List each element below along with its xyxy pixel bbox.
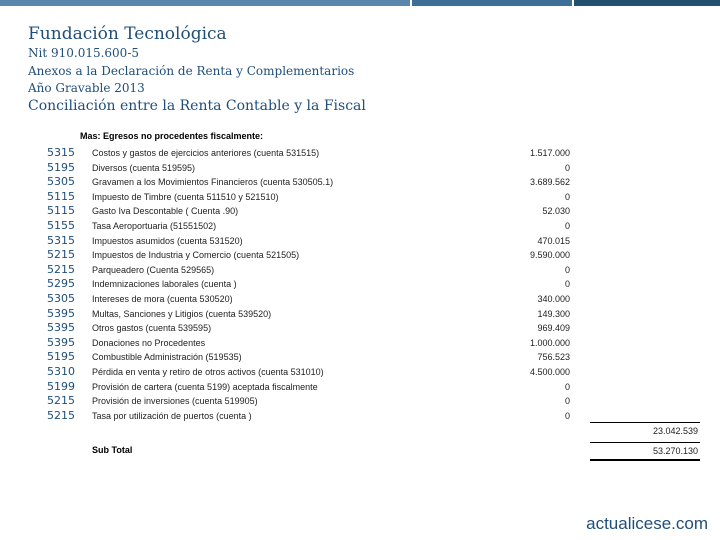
expense-amount: 0: [564, 396, 570, 407]
expense-amount: 0: [564, 162, 570, 173]
table-row: [0, 292, 720, 306]
expense-amount: 0: [564, 279, 570, 290]
total-rule-top: [590, 422, 700, 423]
table-row: [0, 204, 720, 218]
expense-description: Intereses de mora (cuenta 530520): [92, 294, 233, 304]
expense-amount: 0: [564, 191, 570, 202]
expense-description: Pérdida en venta y retiro de otros activos (cuenta 531010): [92, 367, 324, 377]
expense-amount: 0: [564, 221, 570, 231]
expense-amount: 149.300: [537, 308, 570, 319]
table-row: [0, 394, 720, 408]
account-code: 5395: [47, 321, 75, 335]
expense-amount: 0: [564, 410, 570, 421]
expense-amount: 1.000.000: [529, 337, 570, 348]
subtotal-label: Sub Total: [92, 445, 133, 455]
account-code: 5305: [47, 292, 75, 305]
account-code: 5195: [47, 160, 75, 174]
anexos-subtitle: Anexos a la Declaración de Renta y Complementarios: [28, 64, 355, 78]
top-bar-segment-1: [0, 0, 410, 6]
table-row: [0, 307, 720, 321]
top-bar-segment-3: [574, 0, 720, 6]
expense-description: Provisión de inversiones (cuenta 519905): [92, 396, 258, 407]
account-code: 5315: [47, 233, 75, 247]
table-row: [0, 277, 720, 291]
expense-description: Gravamen a los Movimientos Financieros (cuenta 530505.1): [92, 177, 334, 188]
table-row: [0, 409, 720, 423]
expense-description: Tasa por utilización de puertos (cuenta ): [92, 410, 252, 421]
nit-number: Nit 910.015.600-5: [28, 46, 140, 60]
account-code: 5115: [47, 189, 75, 203]
expense-amount: 4.500.000: [529, 367, 570, 377]
account-code: 5115: [47, 204, 75, 218]
conciliation-heading: Conciliación entre la Renta Contable y la Fiscal: [28, 98, 366, 114]
account-code: 5195: [47, 350, 75, 364]
subtotal-rule-top: [590, 442, 700, 443]
expense-description: Otros gastos (cuenta 539595): [92, 323, 212, 334]
table-row: [0, 336, 720, 350]
account-code: 5215: [47, 262, 75, 276]
brand-watermark: actualicese.com: [586, 514, 708, 533]
account-code: 5305: [47, 175, 75, 189]
expense-amount: 340.000: [537, 294, 570, 304]
expense-description: Impuestos de Industria y Comercio (cuenta 521505): [92, 250, 300, 261]
expense-amount: 9.590.000: [529, 250, 570, 261]
table-row: [0, 263, 720, 277]
expense-amount: 969.409: [537, 323, 570, 334]
expense-description: Parqueadero (Cuenta 529565): [92, 264, 215, 275]
subtotal-value: 53.270.130: [652, 446, 698, 456]
table-row: [0, 321, 720, 335]
expense-description: Indemnizaciones laborales (cuenta ): [92, 279, 237, 290]
expense-amount: 0: [564, 264, 570, 275]
table-row: [0, 219, 720, 233]
account-code: 5199: [47, 379, 75, 393]
table-row: [0, 190, 720, 204]
expense-description: Multas, Sanciones y Litigios (cuenta 539520): [92, 308, 272, 319]
expense-amount: 0: [564, 381, 570, 392]
expense-description: Impuestos asumidos (cuenta 531520): [92, 235, 243, 246]
account-code: 5215: [47, 248, 75, 262]
account-code: 5215: [47, 408, 75, 422]
table-row: [0, 248, 720, 262]
expense-description: Costos y gastos de ejercicios anteriores (cuenta 531515): [92, 148, 320, 158]
expense-amount: 52.030: [542, 206, 570, 217]
expense-amount: 1.517.000: [529, 148, 570, 158]
table-row: [0, 234, 720, 248]
table-row: [0, 146, 720, 160]
subtotal-rule-bottom: [590, 459, 700, 461]
expense-amount: 756.523: [537, 352, 570, 363]
expense-description: Gasto Iva Descontable ( Cuenta .90): [92, 206, 239, 217]
expense-description: Donaciones no Procedentes: [92, 337, 206, 348]
table-row: [0, 350, 720, 364]
expense-description: Diversos (cuenta 519595): [92, 162, 196, 173]
table-row: [0, 380, 720, 394]
account-code: 5155: [47, 219, 75, 232]
account-code: 5315: [47, 146, 75, 159]
account-code: 5395: [47, 306, 75, 320]
expense-amount: 3.689.562: [529, 177, 570, 188]
top-bar-segment-2: [412, 0, 572, 6]
account-code: 5295: [47, 277, 75, 291]
expense-description: Provisión de cartera (cuenta 5199) aceptada fiscalmente: [92, 381, 318, 392]
table-row: [0, 161, 720, 175]
tax-year: Año Gravable 2013: [28, 81, 145, 95]
expense-amount: 470.015: [537, 235, 570, 246]
table-row: [0, 175, 720, 189]
top-accent-bar: [0, 0, 720, 6]
expense-description: Impuesto de Timbre (cuenta 511510 y 521510): [92, 191, 279, 202]
account-code: 5215: [47, 394, 75, 408]
account-code: 5310: [47, 365, 75, 378]
expense-description: Tasa Aeroportuaria (51551502): [92, 221, 217, 231]
expense-description: Combustible Administración (519535): [92, 352, 242, 363]
table-row: [0, 365, 720, 379]
section-title: Mas: Egresos no procedentes fiscalmente:: [80, 131, 264, 141]
account-code: 5395: [47, 335, 75, 349]
document-title: Fundación Tecnológica: [28, 24, 227, 44]
section-total-value: 23.042.539: [652, 426, 698, 436]
